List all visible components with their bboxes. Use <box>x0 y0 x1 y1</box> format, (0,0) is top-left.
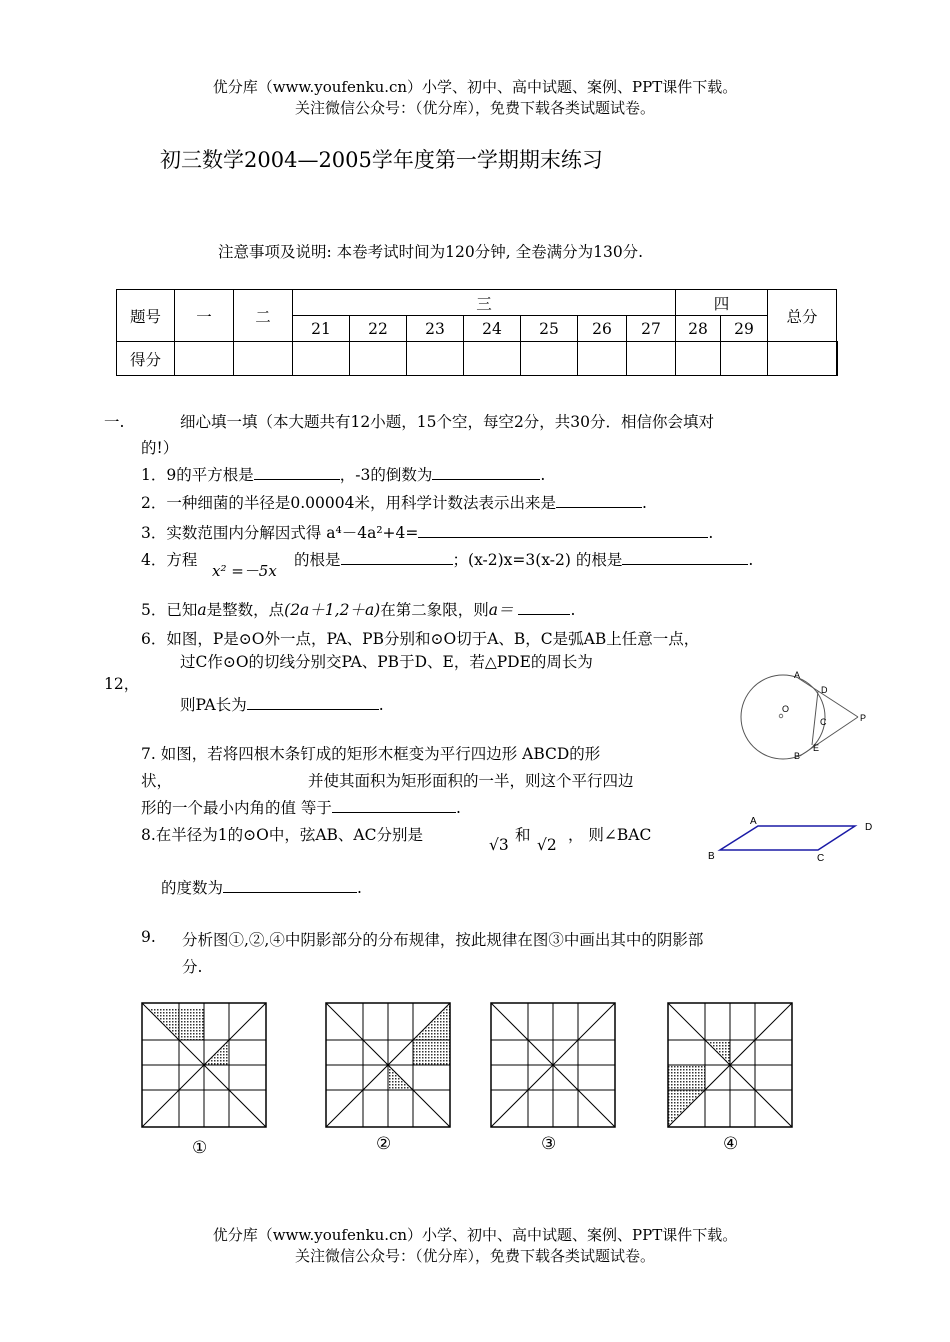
tangent-pb <box>800 717 858 756</box>
grid-figure-2 <box>326 1003 450 1127</box>
q4-text-d: . <box>748 551 754 569</box>
q8-text-a: 8.在半径为1的⊙O中，弦AB、AC分别是 <box>141 826 423 844</box>
score-cell[interactable] <box>627 342 676 376</box>
grid-figure-4 <box>668 1003 792 1127</box>
grid-label-1: ① <box>192 1138 208 1157</box>
col-1: 一 <box>175 290 234 342</box>
q4-equation: x² =－5x <box>212 562 277 580</box>
sub-col: 29 <box>721 316 768 342</box>
q5-variable: a <box>197 601 207 619</box>
score-cell[interactable] <box>578 342 627 376</box>
tangent-circle-figure <box>738 662 878 772</box>
grid-label-2: ② <box>376 1134 392 1153</box>
question-9-line2: 分. <box>182 958 203 976</box>
col-4: 四 <box>676 290 768 316</box>
grid-figures <box>0 995 950 1165</box>
row-label-score: 得分 <box>117 342 175 376</box>
question-7-line2b: 并使其面积为矩形面积的一半，则这个平行四边 <box>308 772 634 790</box>
footer-line-1: 优分库（www.youfenku.cn）小学、初中、高中试题、案例、PPT课件下载。 <box>212 1226 738 1244</box>
grid-label-4: ④ <box>723 1134 739 1153</box>
sub-col: 22 <box>350 316 407 342</box>
sub-col: 27 <box>627 316 676 342</box>
sub-col: 21 <box>293 316 350 342</box>
section1-number: 一. <box>104 413 125 431</box>
q8-and: 和 <box>515 826 531 844</box>
score-cell[interactable] <box>676 342 721 376</box>
question-4-rest <box>294 548 753 570</box>
score-cell[interactable] <box>293 342 350 376</box>
q2-text-b: . <box>641 494 647 512</box>
q2-blank[interactable] <box>556 493 642 508</box>
q4-text-b: 的根是 <box>294 551 341 569</box>
score-cell[interactable] <box>464 342 521 376</box>
score-table <box>116 289 838 376</box>
question-7-line3 <box>141 796 461 818</box>
label-c: C <box>820 717 827 727</box>
q5-answer-label: a＝ <box>488 601 514 619</box>
col-3: 三 <box>293 290 676 316</box>
tangent-de <box>812 691 818 745</box>
score-cell[interactable] <box>175 342 234 376</box>
q4-blank-1[interactable] <box>341 550 453 565</box>
question-6-line3: 12， <box>104 675 140 693</box>
sub-col: 25 <box>521 316 578 342</box>
footer-line-2: 关注微信公众号：（优分库），免费下载各类试题试卷。 <box>294 1247 655 1265</box>
section1-heading: 细心填一填（本大题共有12小题，15个空，每空2分，共30分．相信你会填对 <box>180 413 715 431</box>
question-8-line1 <box>141 823 423 845</box>
question-6-line1: 6．如图，P是⊙O外一点，PA、PB分别和⊙O切于A、B，C是弧AB上任意一点， <box>141 630 700 648</box>
sub-col: 24 <box>464 316 521 342</box>
question-1 <box>141 463 545 485</box>
q3-blank[interactable] <box>418 523 708 538</box>
question-4 <box>141 548 197 570</box>
q8-text-b: ， 则∠BAC <box>568 826 652 844</box>
score-cell[interactable] <box>768 342 837 376</box>
section1-heading-cont: 的!） <box>141 439 179 457</box>
question-7-line2a: 状， <box>141 772 173 790</box>
score-cell[interactable] <box>234 342 293 376</box>
q8-root-2: √2 <box>537 836 557 854</box>
score-cell[interactable] <box>521 342 578 376</box>
parallelogram-abcd <box>720 826 855 850</box>
question-8-line2 <box>161 876 362 898</box>
label-d: D <box>865 822 873 833</box>
grid-label-3: ③ <box>541 1134 557 1153</box>
center-point <box>779 714 783 718</box>
q3-text-a: 3．实数范围内分解因式得 a⁴－4a²+4= <box>141 524 419 542</box>
q1-text-a: 1．9的平方根是 <box>141 466 254 484</box>
score-cell[interactable] <box>407 342 464 376</box>
score-cell[interactable] <box>721 342 768 376</box>
tangent-pa <box>798 678 858 717</box>
header-line-2: 关注微信公众号：（优分库），免费下载各类试题试卷。 <box>294 99 655 117</box>
q1-blank-2[interactable] <box>432 465 540 480</box>
question-3 <box>141 521 713 543</box>
grid-figure-1 <box>142 1003 266 1127</box>
question-6-line4 <box>180 693 384 715</box>
q4-text-a: 4．方程 <box>141 551 198 569</box>
parallelogram-figure <box>700 812 880 864</box>
q1-blank-1[interactable] <box>254 465 340 480</box>
sub-col: 23 <box>407 316 464 342</box>
q5-blank[interactable] <box>518 600 570 615</box>
label-b: B <box>708 851 715 862</box>
q3-text-b: . <box>708 524 714 542</box>
label-c: C <box>817 853 825 864</box>
grid-figure-3 <box>491 1003 615 1127</box>
label-p: P <box>860 713 867 723</box>
notice: 注意事项及说明: 本卷考试时间为120分钟, 全卷满分为130分. <box>218 243 644 261</box>
header-line-1: 优分库（www.youfenku.cn）小学、初中、高中试题、案例、PPT课件下载。 <box>212 78 738 96</box>
q9-number: 9. <box>141 928 156 946</box>
q5-text-c: 在第二象限，则 <box>380 601 489 619</box>
q5-text-b: 是整数，点 <box>206 601 285 619</box>
label-o: O <box>782 704 790 714</box>
q4-text-c: ；(x-2)x=3(x-2) 的根是 <box>452 551 623 569</box>
q8-text-d: . <box>357 879 362 897</box>
q8-text-c: 的度数为 <box>161 879 224 897</box>
label-a: A <box>794 670 801 680</box>
q6-text-d: 则PA长为 <box>180 696 247 714</box>
col-total: 总分 <box>768 290 837 342</box>
q1-text-b: ，-3的倒数为 <box>339 466 433 484</box>
q4-blank-2[interactable] <box>622 550 748 565</box>
page-title: 初三数学2004—2005学年度第一学期期末练习 <box>160 148 603 172</box>
q1-text-c: . <box>540 466 546 484</box>
row-label-question: 题号 <box>117 290 175 342</box>
col-2: 二 <box>234 290 293 342</box>
question-9-line1: 分析图①,②,④中阴影部分的分布规律，按此规律在图③中画出其中的阴影部 <box>182 931 704 949</box>
q5-point: (2a＋1,2＋a) <box>284 601 381 619</box>
label-e: E <box>813 743 820 753</box>
q5-text-e: . <box>570 601 576 619</box>
q6-text-e: . <box>378 696 384 714</box>
shade-top-left <box>147 1008 204 1040</box>
question-7-line1: 7. 如图，若将四根木条钉成的矩形木框变为平行四边形 ABCD的形 <box>141 745 601 763</box>
sub-col: 26 <box>578 316 627 342</box>
q7-blank[interactable] <box>332 798 456 813</box>
question-6-line2: 过C作⊙O的切线分别交PA、PB于D、E，若△PDE的周长为 <box>180 653 593 671</box>
question-5 <box>141 598 575 620</box>
label-d: D <box>821 685 828 695</box>
label-b: B <box>794 751 801 761</box>
sub-col: 28 <box>676 316 721 342</box>
score-cell[interactable] <box>837 342 838 376</box>
q8-root-3: √3 <box>489 836 509 854</box>
q2-text-a: 2．一种细菌的半径是0.00004米，用科学计数法表示出来是 <box>141 494 556 512</box>
question-2 <box>141 491 647 513</box>
q7-text-e: . <box>455 799 461 817</box>
score-cell[interactable] <box>350 342 407 376</box>
q6-blank[interactable] <box>247 695 379 710</box>
label-a: A <box>750 816 757 827</box>
q5-text-a: 5．已知 <box>141 601 198 619</box>
q7-text-d: 形的一个最小内角的值 等于 <box>141 799 332 817</box>
q8-blank[interactable] <box>223 878 357 893</box>
